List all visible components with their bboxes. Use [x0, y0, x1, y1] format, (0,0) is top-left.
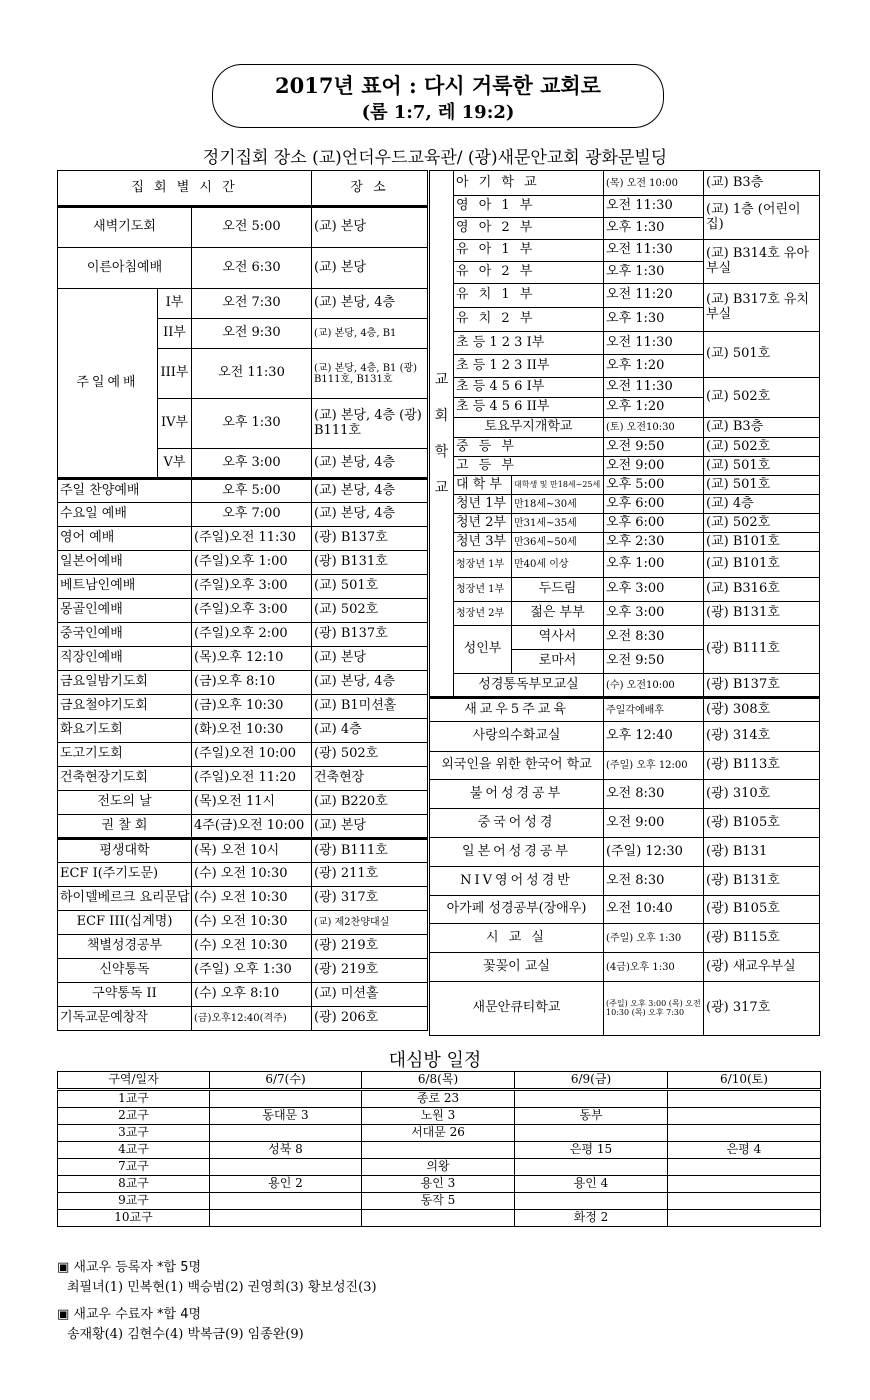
visitation-title: 대심방 일정: [388, 1050, 482, 1071]
table-header: 6/8(목): [362, 1072, 515, 1090]
row-name: 주일 찬양예배: [58, 479, 192, 503]
table-row: 3교구 서대문 26: [58, 1125, 821, 1142]
header-time: 집 회 별 시 간: [58, 171, 312, 207]
table-header: 6/10(토): [668, 1072, 821, 1090]
worship-schedule-table: 집 회 별 시 간 장 소 새벽기도회 오전 5:00 (교) 본당 이른아침예배 오전 6:30 (교) 본당 주일예배 I부 오전 7:30 (교) 본당, 4층 II부 오전 9:30 (교) 본당, 4층, B1 III부 오전 11:30 (교) 본당, 4층, B1 (광) B111호, B131호 IV부 오후 1:30 (교) 본당, 4층 (광) B111호 V부 오후 3:00 (교) 본당, 4층 주일 찬양예배 오후 5:00 (교) 본당, 4층 수요일 예배 오후 7:00 (교) 본당, 4층 영어 예배 (주일)오전 11:30 (광) B137호 일본어예배 (주일)오후 1:00 (광) B131호 베트남인예배 (주일)오후 3:00 (교) 501호 몽골인예배 (주일)오후 3:00 (교) 502호 중국인예배 (주일)오후 2:00 (광) B137호 직장인예배 (목)오후 12:10 (교) 본당 금요일밤기도회 (금)오후 8:10 (교) 본당, 4층 금요철야기도회 (금)오후 10:30 (교) B1미션홀 화요기도회 (화)오전 10:30 (교) 4층 도고기도회 (주일)오전 10:00 (광) 502호 건축현장기도회 (주일)오전 11:20 건축현장 전도의 날 (목)오전 11시 (교) B220호 권 찰 회 4주(금)오전 10:00 (교) 본당 평생대학 (목) 오전 10시 (광) B111호 ECF I(주기도문) (수) 오전 10:30 (광) 211호 하이델베르크 요리문답 (수) 오전 10:30 (광) 317호 ECF III(십계명) (수) 오전 10:30 (교) 제2찬양대실 책별성경공부 (수) 오전 10:30 (광) 219호 신약통독 (주일) 오후 1:30 (광) 219호 구약통독 II (수) 오후 8:10 (교) 미션홀 기독교문예창작 (금)오후12:40(격주) (광) 206호: [57, 170, 428, 1031]
slogan-title: 2017년 표어 : 다시 거룩한 교회로: [275, 73, 601, 98]
row-name: 이른아침예배: [58, 248, 192, 289]
church-school-label: 교 회 학 교: [430, 171, 454, 698]
row-name: 새벽기도회: [58, 207, 192, 248]
table-row: 10교구 화정 2: [58, 1210, 821, 1227]
table-row: 4교구 성북 8 은평 15 은평 4: [58, 1142, 821, 1159]
table-header: 6/7(수): [210, 1072, 362, 1090]
school-schedule-table: 교 회 학 교 아 기 학 교 (목) 오전 10:00 (교) B3층 영 아 1 부 오전 11:30 (교) 1층 (어린이집) 영 아 2 부 오후 1:30 유 아 1 부 오전 11:30 (교) B314호 유아부실 유 아 2 부 오후 1:30 유 치 1 부 오전 11:20 (교) B317호 유치부실 유 치 2 부 오후 1:30 초 등 1 2 3 I부 오전 11:30 (교) 501호 초 등 1 2 3 II부 오후 1:20 초 등 4 5 6 I부 오전 11:30 (교) 502호 초 등 4 5 6 II부 오후 1:20 토요무지개학교 (토) 오전10:30 (교) B3층 중 등 부 오전 9:50 (교) 502호 고 등 부 오전 9:00 (교) 501호 대 학 부 대학생 및 만18세~25세 오후 5:00 (교) 501호 청년 1부 만18세~30세 오후 6:00 (교) 4층 청년 2부 만31세~35세 오후 6:00 (교) 502호 청년 3부 만36세~50세 오후 2:30 (교) B101호 청장년 1부 만40세 이상 오후 1:00 (교) B101호 청장년 1부 두드림 오후 3:00 (교) B316호 청장년 2부 젊은 부부 오후 3:00 (광) B131호 성인부 역사서 오전 8:30 (광) B111호 로마서 오전 9:50 성경통독부모교실 (수) 오전10:00 (광) B137호 새교우5주교육 주일각예배후 (광) 308호 사랑의수화교실 오후 12:40 (광) 314호 외국인을 위한 한국어 학교 (주일) 오후 12:00 (광) B113호 불어성경공부 오전 8:30 (광) 310호 중국어성경 오전 9:00 (광) B105호 일본어성경공부 (주일) 12:30 (광) B131 NIV영어성경반 오전 8:30 (광) B131호 아가페 성경공부(장애우) 오전 10:40 (광) B105호 시 교 실 (주일) 오후 1:30 (광) B115호 꽃꽂이 교실 (4금)오후 1:30 (광) 새교우부실 새문안큐티학교 (주일) 오후 3:00 (목) 오전 10:30 (목) 오후 7:30 (광) 317호: [429, 170, 820, 1036]
slogan-verse: (롬 1:7, 레 19:2): [361, 102, 515, 123]
sunday-worship-label: 주일예배: [58, 289, 158, 479]
table-header: 6/9(금): [515, 1072, 668, 1090]
visitation-table: [57, 1071, 821, 1227]
table-row: 2교구 동대문 3 노원 3 동부: [58, 1108, 821, 1125]
table-row: 7교구 의왕: [58, 1159, 821, 1176]
table-row: 9교구 동작 5: [58, 1193, 821, 1210]
venue-line: 정기집회 장소 (교)언더우드교육관/ (광)새문안교회 광화문빌딩: [202, 148, 668, 168]
header-place: 장 소: [312, 171, 428, 207]
new-members-title: ▣ 새교우 등록자 *합 5명: [57, 1260, 202, 1275]
table-header: 구역/일자: [58, 1072, 210, 1090]
table-row: 8교구 용인 2 용인 3 용인 4: [58, 1176, 821, 1193]
graduates-title: ▣ 새교우 수료자 *합 4명: [57, 1307, 202, 1322]
slogan-box: [212, 64, 664, 128]
graduates-list: 송재황(4) 김현수(4) 박복금(9) 임종완(9): [67, 1327, 304, 1342]
table-row: 1교구 종로 23: [58, 1090, 821, 1108]
new-members-list: 최필녀(1) 민복현(1) 백승범(2) 권영희(3) 황보성진(3): [67, 1280, 377, 1295]
